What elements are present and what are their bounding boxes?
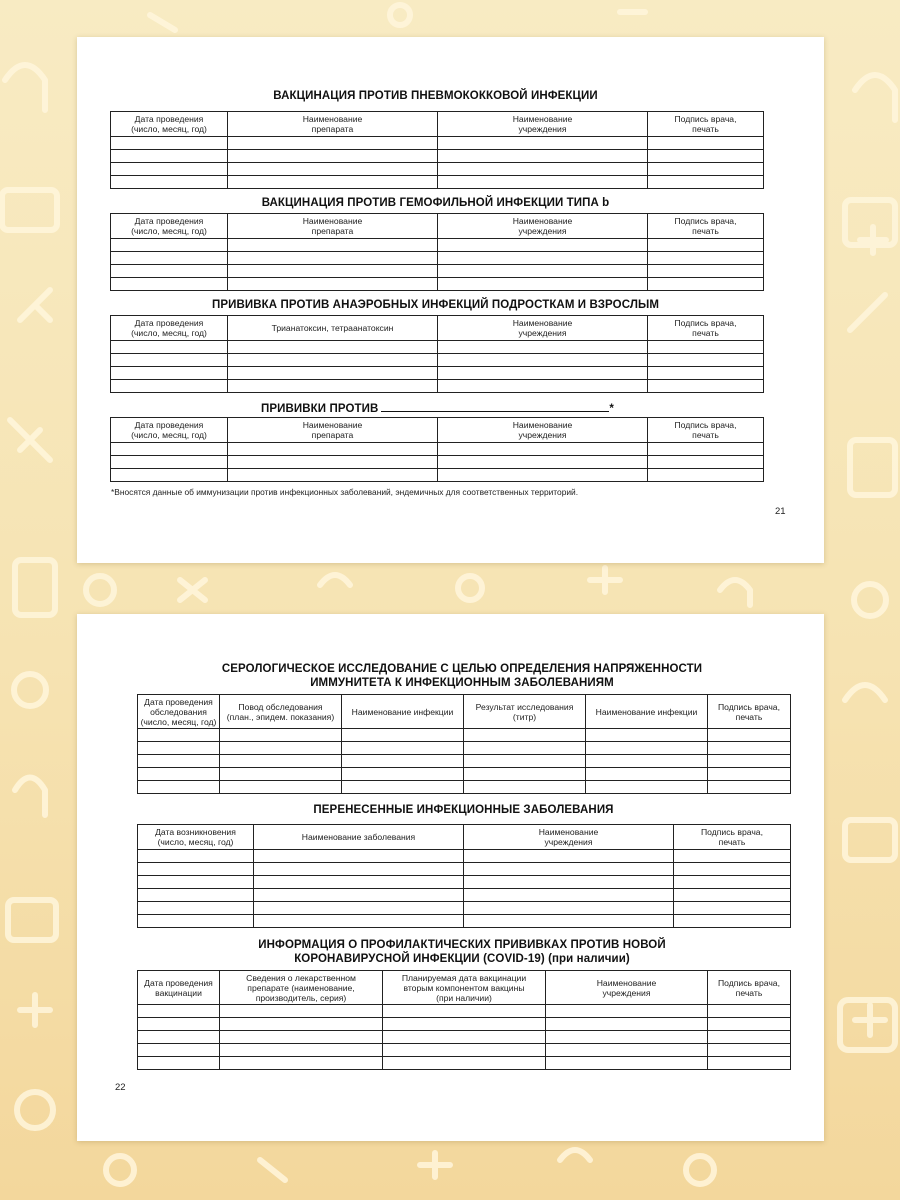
table-row bbox=[111, 150, 764, 163]
table-row bbox=[138, 755, 791, 768]
footnote-marker: * bbox=[609, 403, 614, 415]
col-header-onset-date: Дата возникновения (число, месяц, год) bbox=[138, 825, 254, 850]
table-row bbox=[138, 902, 791, 915]
col-header-signature: Подпись врача, печать bbox=[708, 971, 791, 1005]
table-row bbox=[111, 252, 764, 265]
page-number: 21 bbox=[775, 506, 786, 517]
col-header-institution: Наименование учреждения bbox=[438, 418, 648, 443]
document-page-22 bbox=[77, 614, 824, 1141]
table-row bbox=[138, 850, 791, 863]
table-row bbox=[138, 1005, 791, 1018]
table-row bbox=[138, 915, 791, 928]
table-row bbox=[138, 1044, 791, 1057]
col-header-drug: Наименование препарата bbox=[228, 214, 438, 239]
col-header-vaccination-date: Дата проведения вакцинации bbox=[138, 971, 220, 1005]
footnote: *Вносятся данные об иммунизации против инфекционных заболеваний, эндемичных для соответственных территорий. bbox=[111, 487, 579, 497]
blank-fill-line bbox=[381, 400, 609, 412]
col-header-drug: Наименование препарата bbox=[228, 418, 438, 443]
col-header-second-dose-date: Планируемая дата вакцинации вторым компонентом вакцины (при наличии) bbox=[383, 971, 546, 1005]
table-row bbox=[111, 239, 764, 252]
table-row bbox=[111, 456, 764, 469]
table-row bbox=[111, 163, 764, 176]
col-header-institution: Наименование учреждения bbox=[438, 214, 648, 239]
section-title-hib: ВАКЦИНАЦИЯ ПРОТИВ ГЕМОФИЛЬНОЙ ИНФЕКЦИИ ТИПА b bbox=[261, 197, 610, 209]
col-header-disease: Наименование заболевания bbox=[254, 825, 464, 850]
table-row bbox=[111, 137, 764, 150]
table-row bbox=[138, 876, 791, 889]
table-anaerobic bbox=[110, 315, 764, 393]
col-header-institution: Наименование учреждения bbox=[464, 825, 674, 850]
col-header-signature: Подпись врача, печать bbox=[648, 214, 764, 239]
table-pneumococcal bbox=[110, 111, 764, 189]
table-other-vaccinations bbox=[110, 417, 764, 482]
table-row bbox=[111, 367, 764, 380]
table-row bbox=[111, 265, 764, 278]
col-header-result: Результат исследования (титр) bbox=[464, 695, 586, 729]
table-row bbox=[111, 176, 764, 189]
table-row bbox=[138, 742, 791, 755]
table-row bbox=[138, 768, 791, 781]
table-row bbox=[138, 781, 791, 794]
col-header-signature: Подпись врача, печать bbox=[648, 418, 764, 443]
section-title-other-vaccinations bbox=[261, 400, 614, 416]
col-header-toxoid: Трианатоксин, тетраанатоксин bbox=[228, 316, 438, 341]
table-row bbox=[111, 278, 764, 291]
col-header-infection: Наименование инфекции bbox=[342, 695, 464, 729]
col-header-signature: Подпись врача, печать bbox=[708, 695, 791, 729]
col-header-drug-info: Сведения о лекарственном препарате (наименование, производитель, серия) bbox=[220, 971, 383, 1005]
col-header-institution: Наименование учреждения bbox=[438, 112, 648, 137]
table-row bbox=[111, 443, 764, 456]
section-title-past-diseases: ПЕРЕНЕСЕННЫЕ ИНФЕКЦИОННЫЕ ЗАБОЛЕВАНИЯ bbox=[313, 804, 614, 816]
col-header-date: Дата проведения (число, месяц, год) bbox=[111, 214, 228, 239]
table-row bbox=[111, 469, 764, 482]
col-header-date: Дата проведения (число, месяц, год) bbox=[111, 418, 228, 443]
section-title-anaerobic: ПРИВИВКА ПРОТИВ АНАЭРОБНЫХ ИНФЕКЦИЙ ПОДРОСТКАМ И ВЗРОСЛЫМ bbox=[211, 299, 660, 311]
page-number: 22 bbox=[115, 1082, 126, 1093]
col-header-infection-2: Наименование инфекции bbox=[586, 695, 708, 729]
col-header-exam-date: Дата проведения обследования (число, месяц, год) bbox=[138, 695, 220, 729]
col-header-date: Дата проведения (число, месяц, год) bbox=[111, 112, 228, 137]
col-header-institution: Наименование учреждения bbox=[546, 971, 708, 1005]
table-past-diseases bbox=[137, 824, 791, 928]
col-header-drug: Наименование препарата bbox=[228, 112, 438, 137]
table-row bbox=[138, 1031, 791, 1044]
table-hib bbox=[110, 213, 764, 291]
col-header-signature: Подпись врача, печать bbox=[648, 316, 764, 341]
col-header-signature: Подпись врача, печать bbox=[674, 825, 791, 850]
table-row bbox=[138, 1018, 791, 1031]
table-row bbox=[138, 863, 791, 876]
table-row bbox=[138, 729, 791, 742]
table-serology bbox=[137, 694, 791, 794]
section-title-serology: СЕРОЛОГИЧЕСКОЕ ИССЛЕДОВАНИЕ С ЦЕЛЬЮ ОПРЕДЕЛЕНИЯ НАПРЯЖЕННОСТИ ИММУНИТЕТА К ИНФЕКЦИОННЫМ ЗАБОЛЕВАНИЯМ bbox=[221, 663, 703, 689]
section-title-covid: ИНФОРМАЦИЯ О ПРОФИЛАКТИЧЕСКИХ ПРИВИВКАХ ПРОТИВ НОВОЙ КОРОНАВИРУСНОЙ ИНФЕКЦИИ (COVID-19) (при наличии) bbox=[258, 939, 666, 965]
col-header-signature: Подпись врача, печать bbox=[648, 112, 764, 137]
table-row bbox=[111, 341, 764, 354]
table-row bbox=[111, 354, 764, 367]
section-title-pneumococcal: ВАКЦИНАЦИЯ ПРОТИВ ПНЕВМОКОККОВОЙ ИНФЕКЦИИ bbox=[273, 90, 598, 102]
col-header-institution: Наименование учреждения bbox=[438, 316, 648, 341]
table-row bbox=[138, 889, 791, 902]
col-header-date: Дата проведения (число, месяц, год) bbox=[111, 316, 228, 341]
table-row bbox=[138, 1057, 791, 1070]
table-covid bbox=[137, 970, 791, 1070]
col-header-exam-reason: Повод обследования (план., эпидем. показания) bbox=[220, 695, 342, 729]
table-row bbox=[111, 380, 764, 393]
document-page-21 bbox=[77, 37, 824, 563]
other-vaccinations-label: ПРИВИВКИ ПРОТИВ bbox=[261, 403, 379, 415]
